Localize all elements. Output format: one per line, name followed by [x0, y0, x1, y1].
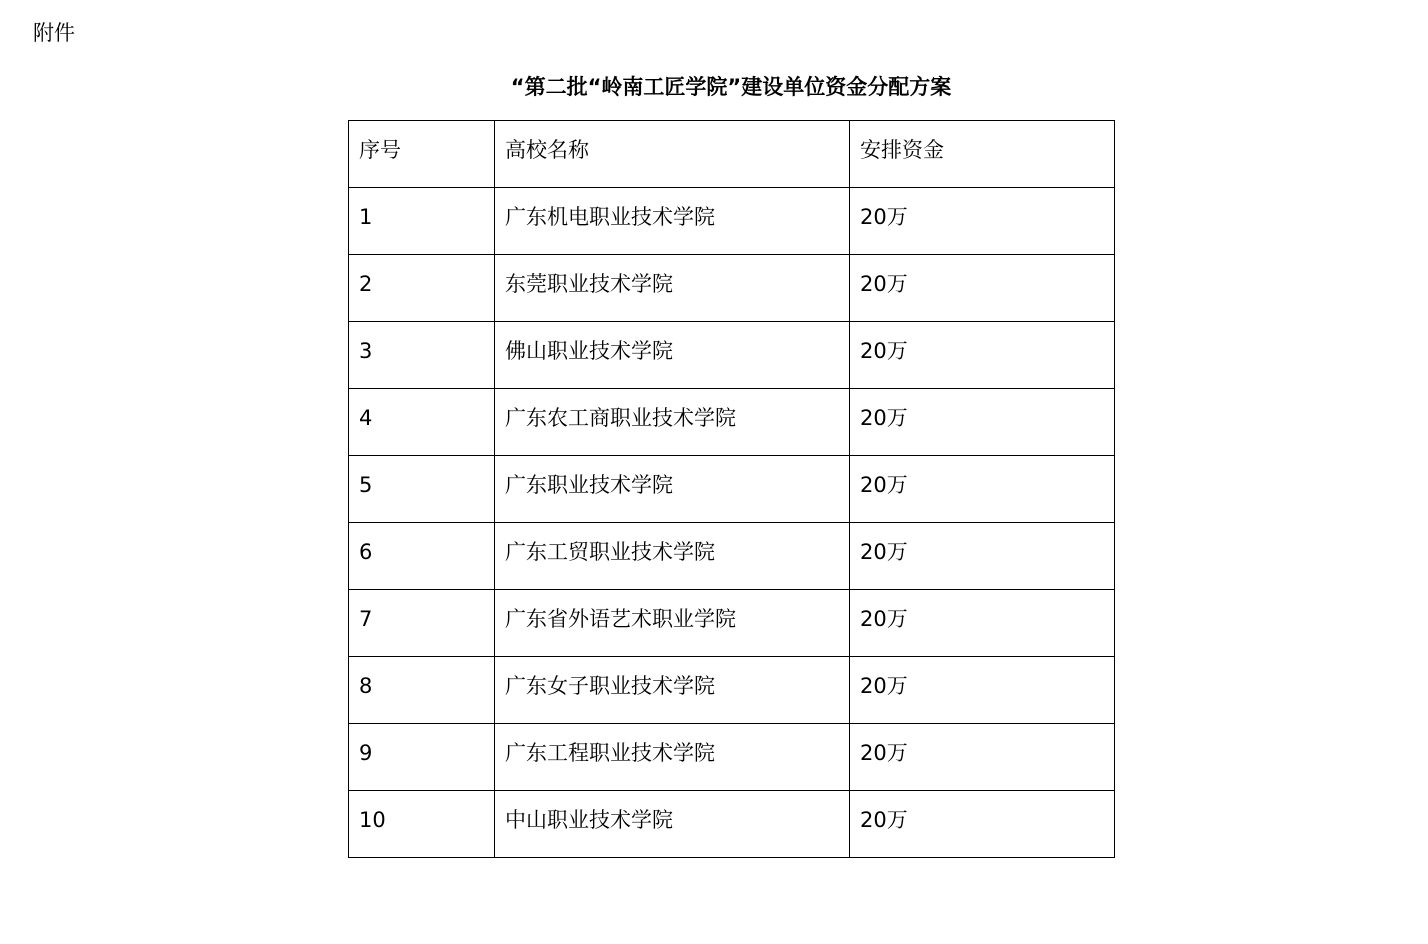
serial-number: 7	[359, 607, 373, 631]
college-name: 广东工程职业技术学院	[505, 741, 715, 765]
cell-allocated-fund	[850, 724, 1115, 791]
serial-number: 3	[359, 339, 373, 363]
serial-number: 10	[359, 808, 386, 832]
college-name: 广东职业技术学院	[505, 473, 673, 497]
cell-college-name	[495, 791, 850, 858]
table-row	[349, 255, 1115, 322]
cell-allocated-fund	[850, 322, 1115, 389]
cell-serial-number	[349, 456, 495, 523]
college-name: 广东农工商职业技术学院	[505, 406, 736, 430]
cell-serial-number	[349, 188, 495, 255]
header-serial-number	[349, 121, 495, 188]
allocated-fund: 20万	[860, 607, 908, 631]
cell-college-name	[495, 389, 850, 456]
cell-college-name	[495, 724, 850, 791]
allocated-fund: 20万	[860, 339, 908, 363]
serial-number: 2	[359, 272, 373, 296]
cell-serial-number	[349, 657, 495, 724]
cell-college-name	[495, 255, 850, 322]
header-college-name-text: 高校名称	[505, 138, 589, 162]
cell-college-name	[495, 590, 850, 657]
cell-allocated-fund	[850, 389, 1115, 456]
allocated-fund: 20万	[860, 205, 908, 229]
table-row	[349, 724, 1115, 791]
cell-allocated-fund	[850, 255, 1115, 322]
cell-serial-number	[349, 389, 495, 456]
cell-college-name	[495, 523, 850, 590]
header-serial-number-text: 序号	[359, 138, 401, 162]
table-header-row	[349, 121, 1115, 188]
college-name: 广东工贸职业技术学院	[505, 540, 715, 564]
allocated-fund: 20万	[860, 473, 908, 497]
header-allocated-fund	[850, 121, 1115, 188]
table-row	[349, 791, 1115, 858]
table-row	[349, 590, 1115, 657]
table-row	[349, 523, 1115, 590]
college-name: 广东省外语艺术职业学院	[505, 607, 736, 631]
allocated-fund: 20万	[860, 272, 908, 296]
serial-number: 1	[359, 205, 373, 229]
cell-serial-number	[349, 791, 495, 858]
college-name: 广东机电职业技术学院	[505, 205, 715, 229]
cell-serial-number	[349, 523, 495, 590]
serial-number: 4	[359, 406, 373, 430]
table-row	[349, 657, 1115, 724]
serial-number: 6	[359, 540, 373, 564]
cell-serial-number	[349, 590, 495, 657]
cell-college-name	[495, 456, 850, 523]
cell-serial-number	[349, 724, 495, 791]
cell-college-name	[495, 657, 850, 724]
serial-number: 8	[359, 674, 373, 698]
cell-allocated-fund	[850, 590, 1115, 657]
cell-allocated-fund	[850, 523, 1115, 590]
cell-serial-number	[349, 322, 495, 389]
table-row	[349, 456, 1115, 523]
college-name: 东莞职业技术学院	[505, 272, 673, 296]
allocated-fund: 20万	[860, 674, 908, 698]
header-college-name	[495, 121, 850, 188]
allocation-table	[348, 120, 1115, 858]
table-row	[349, 389, 1115, 456]
college-name: 广东女子职业技术学院	[505, 674, 715, 698]
college-name: 佛山职业技术学院	[505, 339, 673, 363]
allocated-fund: 20万	[860, 406, 908, 430]
page-title: “第二批“岭南工匠学院”建设单位资金分配方案	[510, 75, 952, 99]
cell-allocated-fund	[850, 188, 1115, 255]
cell-college-name	[495, 188, 850, 255]
serial-number: 5	[359, 473, 373, 497]
table-row	[349, 322, 1115, 389]
serial-number: 9	[359, 741, 373, 765]
allocated-fund: 20万	[860, 540, 908, 564]
allocated-fund: 20万	[860, 808, 908, 832]
allocated-fund: 20万	[860, 741, 908, 765]
header-allocated-fund-text: 安排资金	[860, 138, 944, 162]
cell-allocated-fund	[850, 657, 1115, 724]
table-row	[349, 188, 1115, 255]
attachment-label: 附件	[33, 21, 75, 45]
cell-allocated-fund	[850, 456, 1115, 523]
cell-allocated-fund	[850, 791, 1115, 858]
cell-serial-number	[349, 255, 495, 322]
cell-college-name	[495, 322, 850, 389]
college-name: 中山职业技术学院	[505, 808, 673, 832]
